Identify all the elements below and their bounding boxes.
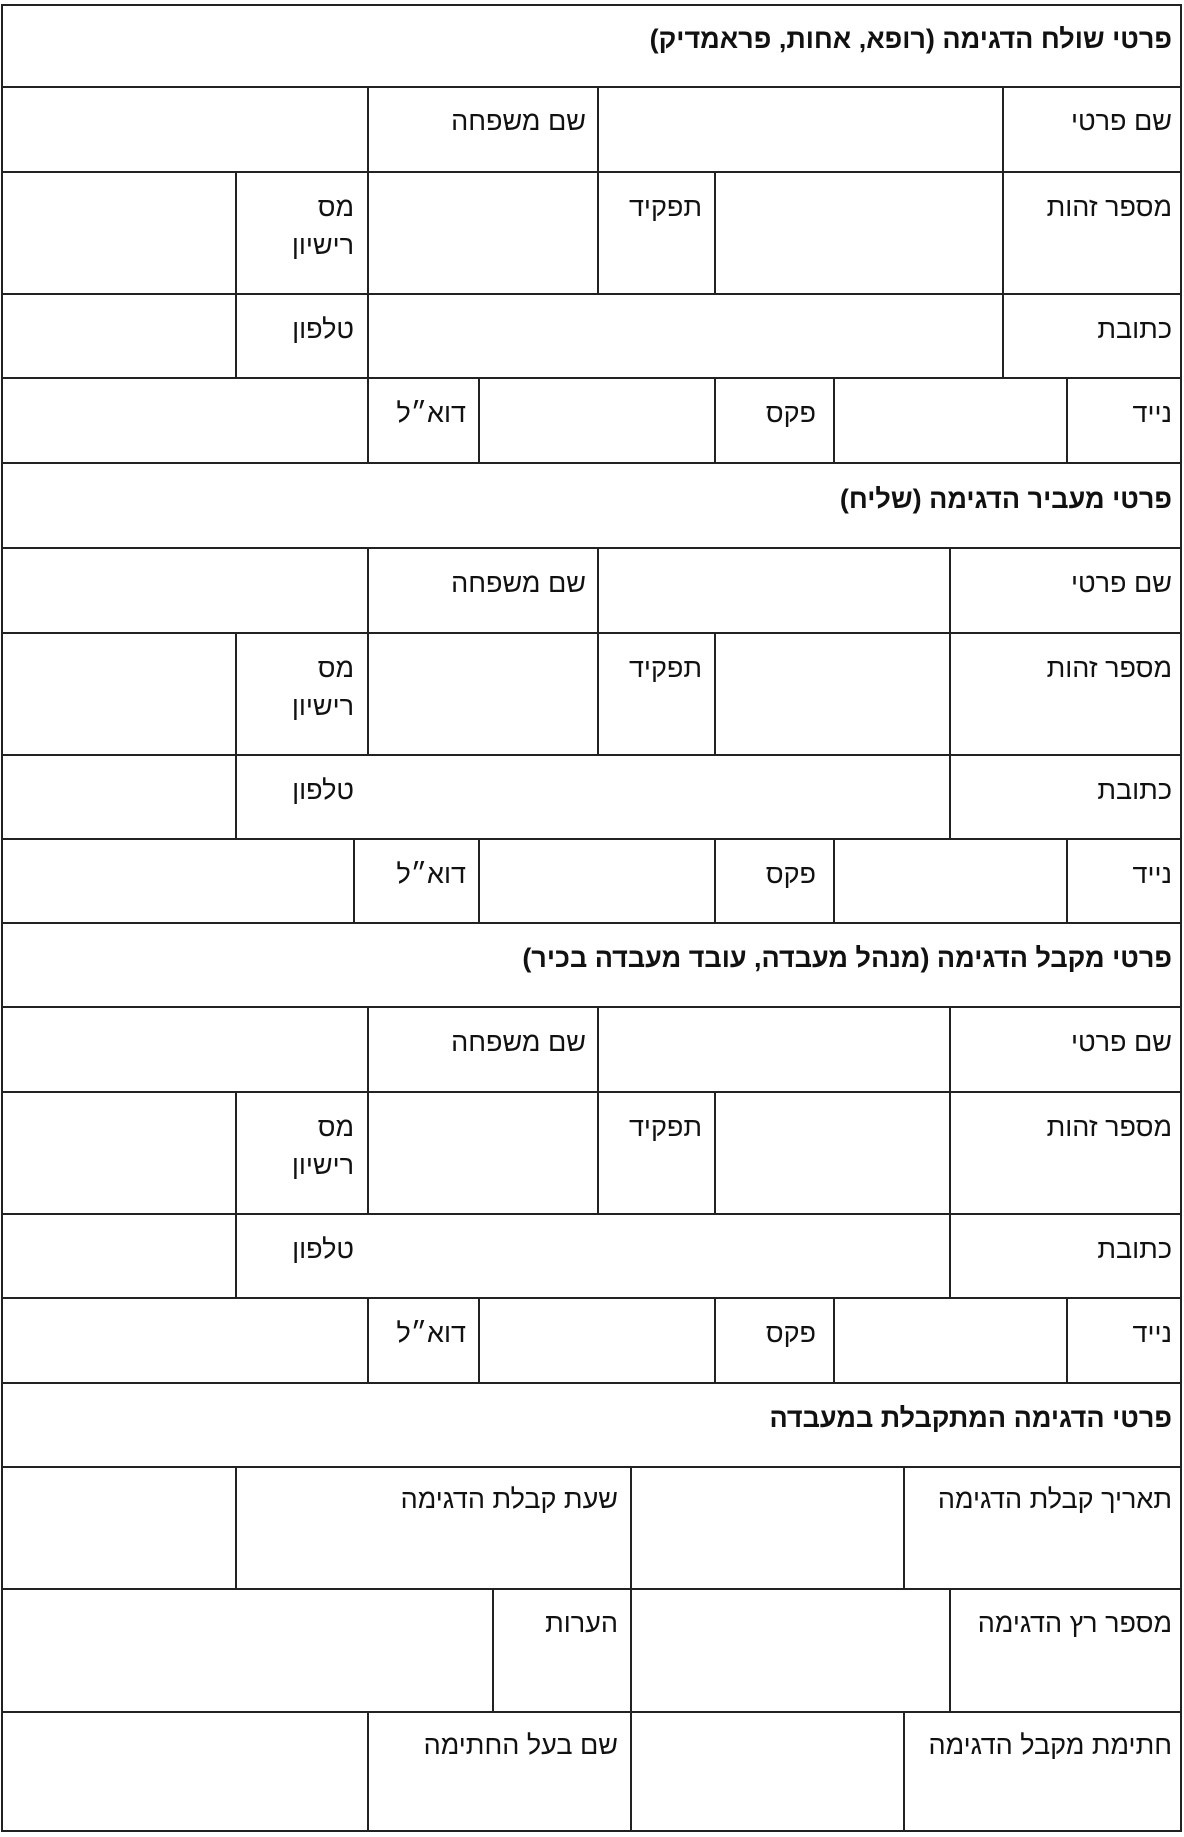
sender-email-label: דוא״ל — [396, 398, 466, 428]
receiver-email-label: דוא״ל — [396, 1318, 466, 1348]
courier-address-label: כתובת — [1097, 775, 1172, 805]
sender-address-label: כתובת — [1097, 314, 1172, 344]
courier-last-name-label: שם משפחה — [451, 568, 586, 598]
sender-license-label: מס רישיון — [291, 192, 354, 260]
sample-section-title: פרטי הדגימה המתקבלת במעבדה — [769, 1403, 1172, 1433]
sample-receipt-time-label: שעת קבלת הדגימה — [400, 1484, 618, 1514]
form-border — [1, 4, 1182, 1832]
sample-serial-number-label: מספר רץ הדגימה — [977, 1608, 1172, 1638]
receiver-first-name-label: שם פרטי — [1070, 1027, 1172, 1057]
courier-id-number-label: מספר זהות — [1046, 653, 1172, 683]
courier-section-title: פרטי מעביר הדגימה (שליח) — [839, 484, 1172, 514]
receiver-section-title: פרטי מקבל הדגימה (מנהל מעבדה, עובד מעבדה בכיר) — [522, 943, 1172, 973]
courier-first-name-label: שם פרטי — [1070, 568, 1172, 598]
sender-section-title: פרטי שולח הדגימה (רופא, אחות, פראמדיק) — [649, 24, 1172, 54]
receiver-last-name-label: שם משפחה — [451, 1027, 586, 1057]
receiver-address-label: כתובת — [1097, 1234, 1172, 1264]
receiver-role-label: תפקיד — [628, 1112, 702, 1142]
courier-license-label: מס רישיון — [291, 653, 354, 721]
receiver-license-label: מס רישיון — [291, 1112, 354, 1180]
sample-receiver-signature-label: חתימת מקבל הדגימה — [928, 1730, 1172, 1760]
courier-email-label: דוא״ל — [396, 859, 466, 889]
sender-mobile-label: נייד — [1132, 398, 1172, 428]
courier-role-label: תפקיד — [628, 653, 702, 683]
sender-phone-label: טלפון — [292, 314, 354, 344]
courier-phone-label: טלפון — [292, 775, 354, 805]
receiver-id-number-label: מספר זהות — [1046, 1112, 1172, 1142]
receiver-fax-label: פקס — [765, 1318, 816, 1348]
courier-fax-label: פקס — [765, 859, 816, 889]
sender-id-number-label: מספר זהות — [1046, 192, 1172, 222]
sample-receipt-date-label: תאריך קבלת הדגימה — [937, 1484, 1172, 1514]
sample-notes-label: הערות — [545, 1608, 618, 1638]
sender-first-name-label: שם פרטי — [1070, 106, 1172, 136]
sender-fax-label: פקס — [765, 398, 816, 428]
sender-last-name-label: שם משפחה — [451, 106, 586, 136]
receiver-mobile-label: נייד — [1132, 1318, 1172, 1348]
receiver-phone-label: טלפון — [292, 1234, 354, 1264]
sample-signer-name-label: שם בעל החתימה — [423, 1730, 618, 1760]
courier-mobile-label: נייד — [1132, 859, 1172, 889]
sender-role-label: תפקיד — [628, 192, 702, 222]
